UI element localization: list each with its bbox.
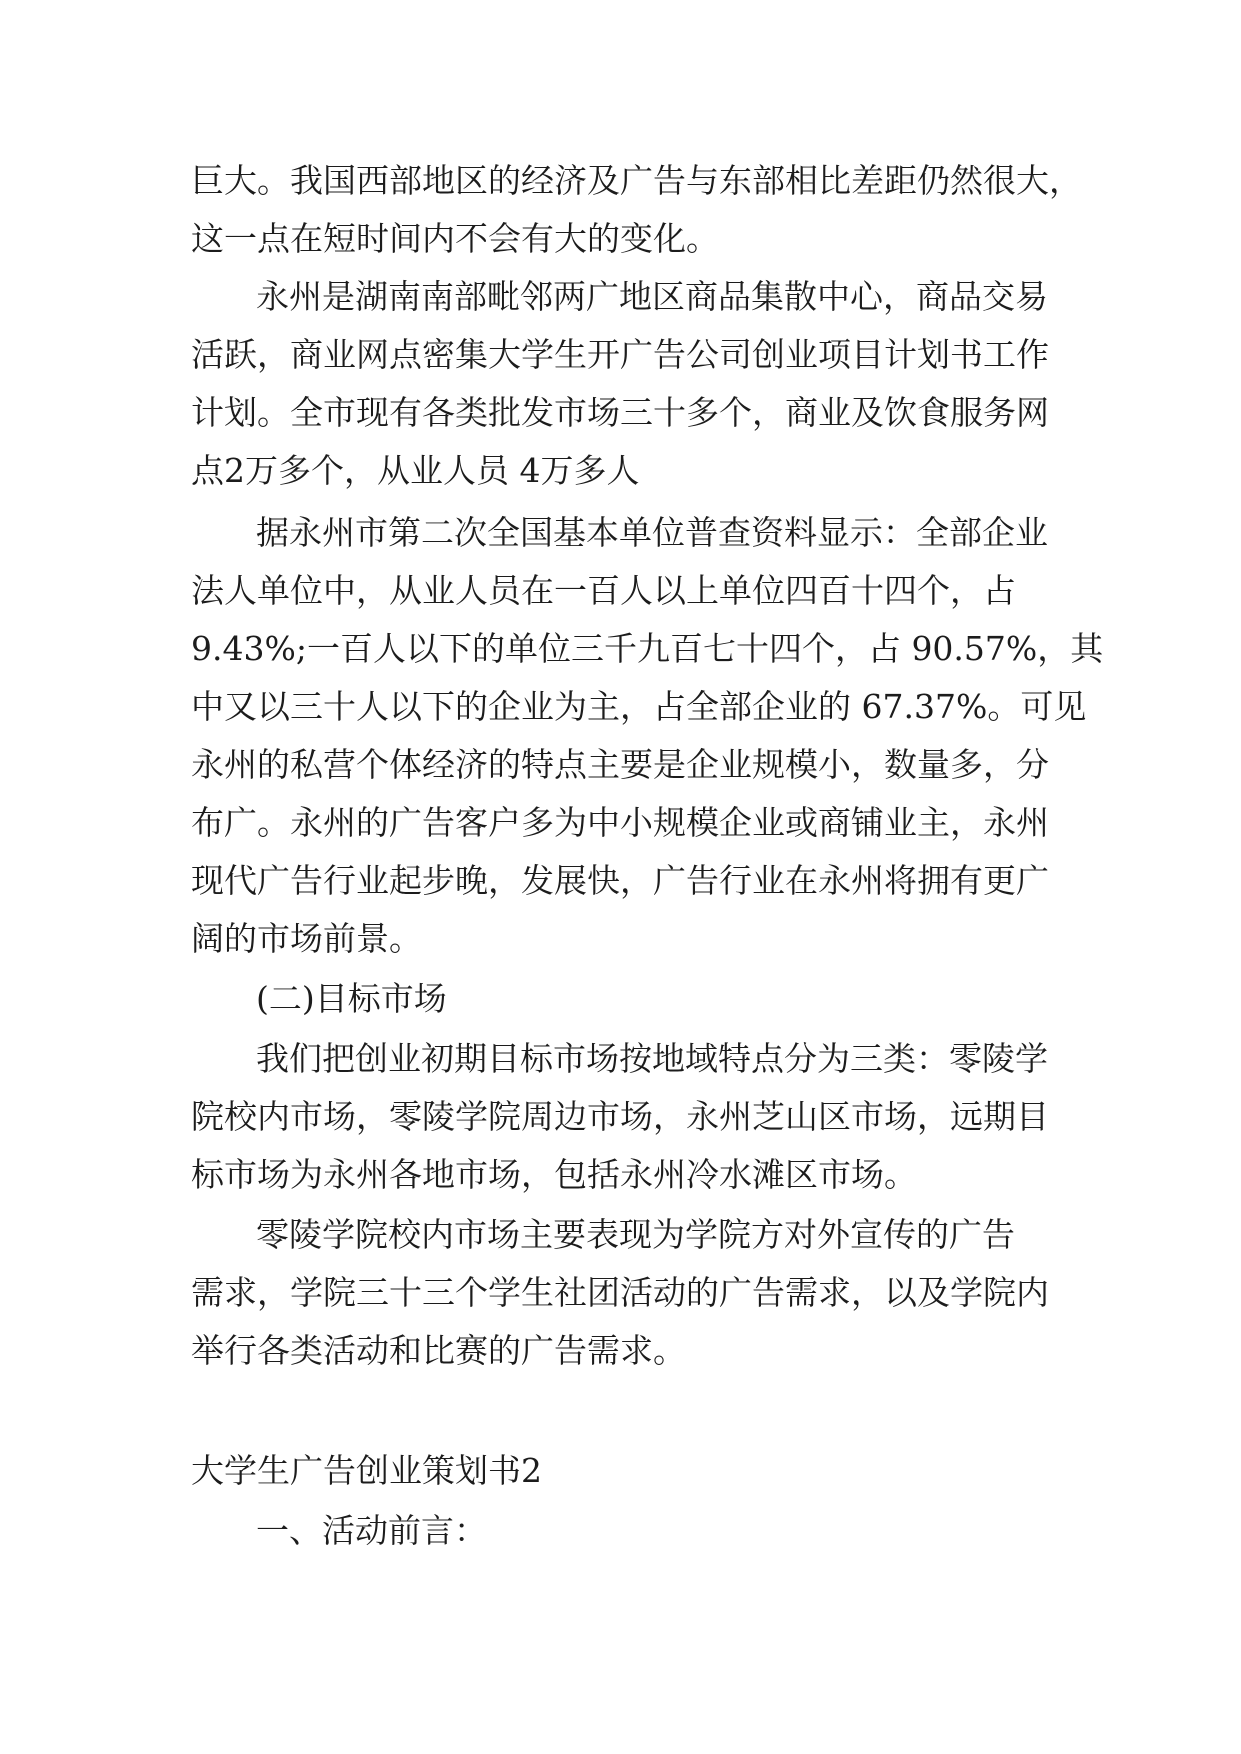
- section-heading: [0, 1502, 1241, 1560]
- paragraph-line: [0, 794, 1241, 852]
- paragraph-line: [0, 1088, 1241, 1146]
- paragraph-line: [0, 562, 1241, 620]
- document-title-text: 大学生广告创业策划书2: [191, 1451, 542, 1490]
- line-text: 法人单位中，从业人员在一百人以上单位四百十四个，占: [191, 571, 1016, 610]
- paragraph-line: [0, 210, 1241, 268]
- line-text: 阔的市场前景。: [191, 919, 422, 958]
- line-text: 我们把创业初期目标市场按地域特点分为三类：零陵学: [256, 1039, 1048, 1078]
- paragraph-line: [0, 442, 1241, 500]
- section-heading-text: (二)目标市场: [256, 979, 447, 1018]
- line-text: 布广。永州的广告客户多为中小规模企业或商铺业主，永州: [191, 803, 1049, 842]
- paragraph-line: [0, 678, 1241, 736]
- line-text: 标市场为永州各地市场，包括永州冷水滩区市场。: [191, 1155, 917, 1194]
- line-text: 中又以三十人以下的企业为主，占全部企业的 67.37%。可见: [191, 687, 1087, 726]
- line-text: 永州是湖南南部毗邻两广地区商品集散中心，商品交易: [256, 277, 1048, 316]
- paragraph-line: [0, 1146, 1241, 1204]
- line-text: 据永州市第二次全国基本单位普查资料显示：全部企业: [256, 513, 1048, 552]
- paragraph-line: [0, 1206, 1241, 1264]
- line-text: 永州的私营个体经济的特点主要是企业规模小，数量多，分: [191, 745, 1049, 784]
- paragraph-line: [0, 268, 1241, 326]
- line-text: 活跃，商业网点密集大学生开广告公司创业项目计划书工作: [191, 335, 1049, 374]
- paragraph-line: [0, 152, 1241, 210]
- line-text: 9.43%;一百人以下的单位三千九百七十四个，占 90.57%，其: [191, 629, 1104, 668]
- document-title: [0, 1442, 1241, 1500]
- line-text: 零陵学院校内市场主要表现为学院方对外宣传的广告: [256, 1215, 1015, 1254]
- paragraph-line: [0, 910, 1241, 968]
- line-text: 现代广告行业起步晚，发展快，广告行业在永州将拥有更广: [191, 861, 1049, 900]
- paragraph-line: [0, 1030, 1241, 1088]
- paragraph-line: [0, 384, 1241, 442]
- line-text: 这一点在短时间内不会有大的变化。: [191, 219, 719, 258]
- line-text: 计划。全市现有各类批发市场三十多个，商业及饮食服务网: [191, 393, 1049, 432]
- paragraph-line: [0, 1264, 1241, 1322]
- paragraph-line: [0, 326, 1241, 384]
- line-text: 点2万多个，从业人员 4万多人: [191, 451, 640, 490]
- paragraph-line: [0, 852, 1241, 910]
- section-heading: [0, 970, 1241, 1028]
- paragraph-line: [0, 620, 1241, 678]
- section-heading-text: 一、活动前言：: [256, 1511, 487, 1550]
- line-text: 院校内市场，零陵学院周边市场，永州芝山区市场，远期目: [191, 1097, 1049, 1136]
- line-text: 巨大。我国西部地区的经济及广告与东部相比差距仍然很大，: [191, 161, 1082, 200]
- line-text: 需求，学院三十三个学生社团活动的广告需求，以及学院内: [191, 1273, 1049, 1312]
- paragraph-line: [0, 504, 1241, 562]
- paragraph-line: [0, 736, 1241, 794]
- line-text: 举行各类活动和比赛的广告需求。: [191, 1331, 686, 1370]
- paragraph-line: [0, 1322, 1241, 1380]
